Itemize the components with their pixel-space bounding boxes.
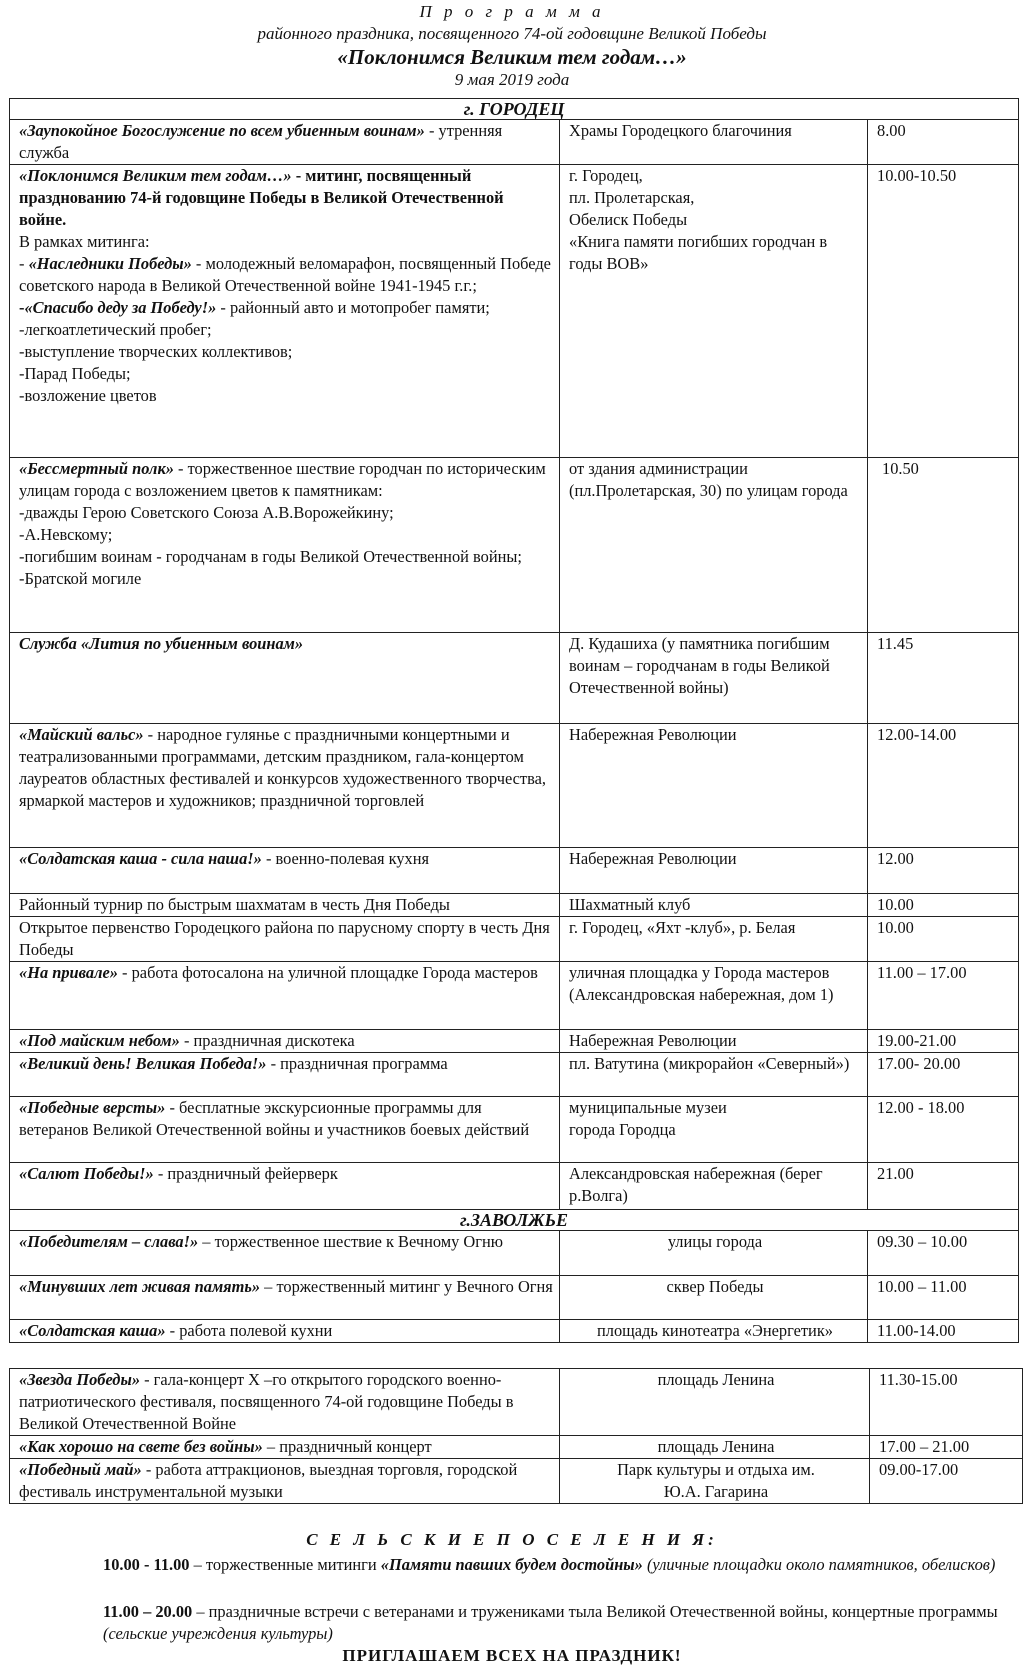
time-cell: 10.00-10.50 — [868, 165, 1019, 458]
time-cell: 11.45 — [868, 633, 1019, 724]
table-row — [10, 917, 1019, 962]
event-cell: Открытое первенство Городецкого района по парусному спорту в честь Дня Победы — [10, 917, 560, 962]
rural-line-2 — [103, 1601, 1013, 1645]
time-cell: 11.00 – 17.00 — [868, 962, 1019, 1030]
event-subtext: - молодежный веломарафон, посвященный Победе советского народа в Великой Отечественной войне 1941-1945 г.г.; — [19, 254, 551, 295]
section-gorodets — [10, 99, 1019, 120]
time-cell: 12.00 - 18.00 — [868, 1097, 1019, 1163]
time-cell: 12.00-14.00 — [868, 724, 1019, 848]
event-cell — [10, 1459, 560, 1504]
table-row — [10, 1369, 1023, 1436]
event-title: «Солдатская каша - сила наша!» — [19, 849, 262, 868]
program-table-main — [9, 98, 1019, 1343]
event-cell — [10, 458, 560, 633]
table-row — [10, 724, 1019, 848]
table-row — [10, 1030, 1019, 1053]
event-line: -выступление творческих коллективов; — [19, 342, 293, 361]
place-line: муниципальные музеи — [569, 1098, 727, 1117]
time-cell: 10.00 — [868, 917, 1019, 962]
event-title: «Солдатская каша» — [19, 1321, 166, 1340]
time-cell: 19.00-21.00 — [868, 1030, 1019, 1053]
place-cell: от здания администрации (пл.Пролетарская, 30) по улицам города — [560, 458, 868, 633]
table-row — [10, 962, 1019, 1030]
table-row — [10, 1459, 1023, 1504]
event-cell — [10, 1369, 560, 1436]
place-cell: Д. Кудашиха (у памятника погибшим воинам – городчанам в годы Великой Отечественной войны) — [560, 633, 868, 724]
time-cell: 12.00 — [868, 848, 1019, 894]
event-title: «Бессмертный полк» — [19, 459, 174, 478]
table-row — [10, 848, 1019, 894]
event-text: - работа аттракционов, выездная торговля, городской фестиваль инструментальной музыки — [19, 1460, 518, 1501]
rural-line-1 — [103, 1554, 1013, 1576]
rural-text: – торжественные митинги — [189, 1555, 381, 1574]
place-cell: Храмы Городецкого благочиния — [560, 120, 868, 165]
table-row — [10, 1053, 1019, 1097]
bullet-prefix: - — [19, 298, 25, 317]
table-row — [10, 1097, 1019, 1163]
event-title: Служба «Лития по убиенным воинам» — [19, 634, 304, 653]
place-cell: Набережная Революции — [560, 848, 868, 894]
event-cell — [10, 1276, 560, 1320]
table-row — [10, 1276, 1019, 1320]
event-text: - работа полевой кухни — [165, 1321, 333, 1340]
place-cell: улицы города — [560, 1231, 868, 1276]
program-subtitle: районного праздника, посвященного 74-ой годовщине Великой Победы — [257, 24, 767, 43]
event-title: «Минувших лет живая память» — [19, 1277, 261, 1296]
event-title: «Как хорошо на свете без войны» — [19, 1437, 263, 1456]
event-cell — [10, 1320, 560, 1343]
event-text: - праздничный фейерверк — [153, 1164, 338, 1183]
event-line: -Братской могиле — [19, 569, 142, 588]
place-line: пл. Пролетарская, — [569, 188, 695, 207]
event-cell — [10, 848, 560, 894]
event-title: «Заупокойное Богослужение по всем убиенным воинам» — [19, 121, 425, 140]
event-text: - утренняя служба — [19, 121, 503, 162]
place-cell: Александровская набережная (берег р.Волга) — [560, 1163, 868, 1210]
event-cell — [10, 1163, 560, 1210]
rural-time: 11.00 – 20.00 — [103, 1602, 193, 1621]
place-cell — [560, 1459, 870, 1504]
event-line — [19, 253, 553, 297]
event-title: «Салют Победы!» — [19, 1164, 154, 1183]
table-row — [10, 633, 1019, 724]
event-cell — [10, 724, 560, 848]
event-line — [19, 297, 553, 319]
time-cell: 10.00 – 11.00 — [868, 1276, 1019, 1320]
event-title: «На привале» — [19, 963, 118, 982]
event-cell: Районный турнир по быстрым шахматам в честь Дня Победы — [10, 894, 560, 917]
section-title: г.ЗАВОЛЖЬЕ — [10, 1210, 1019, 1231]
event-cell — [10, 1053, 560, 1097]
place-cell: площадь кинотеатра «Энергетик» — [560, 1320, 868, 1343]
place-cell: сквер Победы — [560, 1276, 868, 1320]
table-row — [10, 165, 1019, 458]
event-title: «Победные версты» — [19, 1098, 166, 1117]
place-cell: пл. Ватутина (микрорайон «Северный») — [560, 1053, 868, 1097]
event-text: - митинг, посвященный празднованию 74-й годовщине Победы в Великой Отечественной войне. — [19, 166, 504, 229]
time-cell: 10.50 — [868, 458, 1019, 633]
place-cell: площадь Ленина — [560, 1436, 870, 1459]
event-title: «Победителям – слава!» — [19, 1232, 199, 1251]
rural-location: (сельские учреждения культуры) — [103, 1624, 333, 1643]
time-cell: 8.00 — [868, 120, 1019, 165]
event-cell — [10, 1231, 560, 1276]
event-line: -дважды Герою Советского Союза А.В.Ворожейкину; — [19, 503, 394, 522]
event-title: «Поклонимся Великим тем годам…» — [19, 166, 292, 185]
event-text: - работа фотосалона на уличной площадке Города мастеров — [117, 963, 538, 982]
place-cell: Шахматный клуб — [560, 894, 868, 917]
place-cell — [560, 1097, 868, 1163]
table-row — [10, 894, 1019, 917]
place-line: г. Городец, — [569, 166, 643, 185]
event-cell — [10, 1097, 560, 1163]
time-cell: 11.30-15.00 — [870, 1369, 1023, 1436]
event-text: - народное гулянье с праздничными концертными и театрализованными программами, детским праздником, гала-концертом лауреатов областных фестивалей и конкурсов художественного творчества, ярмаркой мастеров и художников; праздничной торговлей — [19, 725, 546, 810]
time-cell: 10.00 — [868, 894, 1019, 917]
event-subtext: - районный авто и мотопробег памяти; — [216, 298, 490, 317]
table-row — [10, 1163, 1019, 1210]
program-heading: П р о г р а м м а — [419, 2, 605, 21]
time-cell: 17.00 – 21.00 — [870, 1436, 1023, 1459]
section-zavolzhye — [10, 1210, 1019, 1231]
place-line: города Городца — [569, 1120, 676, 1139]
invitation-text: ПРИГЛАШАЕМ ВСЕХ НА ПРАЗДНИК! — [342, 1646, 682, 1665]
event-cell — [10, 962, 560, 1030]
event-text: – праздничный концерт — [262, 1437, 432, 1456]
rural-location: (уличные площадки около памятников, обелисков) — [642, 1555, 996, 1574]
event-text: – торжественный митинг у Вечного Огня — [260, 1277, 553, 1296]
time-cell: 17.00- 20.00 — [868, 1053, 1019, 1097]
program-date: 9 мая 2019 года — [454, 70, 570, 89]
event-line: -легкоатлетический пробег; — [19, 320, 212, 339]
event-line: -Парад Победы; — [19, 364, 131, 383]
time-cell: 09.00-17.00 — [870, 1459, 1023, 1504]
event-text: - праздничная программа — [266, 1054, 448, 1073]
place-cell: уличная площадка у Города мастеров (Александровская набережная, дом 1) — [560, 962, 868, 1030]
event-line: В рамках митинга: — [19, 232, 150, 251]
time-cell: 11.00-14.00 — [868, 1320, 1019, 1343]
place-cell — [560, 165, 868, 458]
rural-text: – праздничные встречи с ветеранами и тружениками тыла Великой Отечественной войны, концертные программы — [192, 1602, 998, 1621]
place-cell: г. Городец, «Яхт -клуб», р. Белая — [560, 917, 868, 962]
table-row — [10, 120, 1019, 165]
rural-title: С Е Л Ь С К И Е П О С Е Л Е Н И Я: — [306, 1530, 718, 1549]
event-title: «Победный май» — [19, 1460, 142, 1479]
rural-time: 10.00 - 11.00 — [103, 1555, 190, 1574]
event-cell — [10, 120, 560, 165]
event-subtitle: «Наследники Победы» — [28, 254, 192, 273]
event-text: - бесплатные экскурсионные программы для ветеранов Великой Отечественной войны и участников боевых действий — [19, 1098, 530, 1139]
event-text: - торжественное шествие городчан по историческим улицам города с возложением цветов к памятникам: — [19, 459, 546, 500]
table-row — [10, 1231, 1019, 1276]
event-subtitle: «Спасибо деду за Победу!» — [24, 298, 217, 317]
place-cell: Набережная Революции — [560, 724, 868, 848]
place-line: «Книга памяти погибших городчан в годы ВОВ» — [569, 232, 828, 273]
rural-quote: «Памяти павших будем достойны» — [380, 1555, 643, 1574]
time-cell: 21.00 — [868, 1163, 1019, 1210]
place-line: Ю.А. Гагарина — [663, 1482, 769, 1501]
event-text: – торжественное шествие к Вечному Огню — [198, 1232, 503, 1251]
event-title: «Под майским небом» — [19, 1031, 180, 1050]
event-cell — [10, 1436, 560, 1459]
bullet-prefix: - — [19, 254, 29, 273]
place-line: Обелиск Победы — [569, 210, 688, 229]
event-cell — [10, 633, 560, 724]
program-title: «Поклонимся Великим тем годам…» — [337, 45, 687, 69]
place-cell: Набережная Революции — [560, 1030, 868, 1053]
time-cell: 09.30 – 10.00 — [868, 1231, 1019, 1276]
program-table-continued — [9, 1368, 1023, 1504]
place-cell: площадь Ленина — [560, 1369, 870, 1436]
event-title: «Майский вальс» — [19, 725, 144, 744]
table-row — [10, 1436, 1023, 1459]
place-line: Парк культуры и отдыха им. — [617, 1460, 815, 1479]
event-line: -погибшим воинам - городчанам в годы Великой Отечественной войны; — [19, 547, 522, 566]
event-cell — [10, 165, 560, 458]
event-title: «Звезда Победы» — [19, 1370, 141, 1389]
table-row — [10, 458, 1019, 633]
event-line: -возложение цветов — [19, 386, 157, 405]
event-text: - гала-концерт Х –го открытого городского военно-патриотического фестиваля, посвященного 74-ой годовщине Победы в Великой Отечественной Войне — [19, 1370, 514, 1433]
event-title: «Великий день! Великая Победа!» — [19, 1054, 267, 1073]
section-title: г. ГОРОДЕЦ — [10, 99, 1019, 120]
event-text: - праздничная дискотека — [179, 1031, 355, 1050]
event-text: - военно-полевая кухня — [261, 849, 430, 868]
event-cell — [10, 1030, 560, 1053]
table-row — [10, 1320, 1019, 1343]
event-line: -А.Невскому; — [19, 525, 113, 544]
